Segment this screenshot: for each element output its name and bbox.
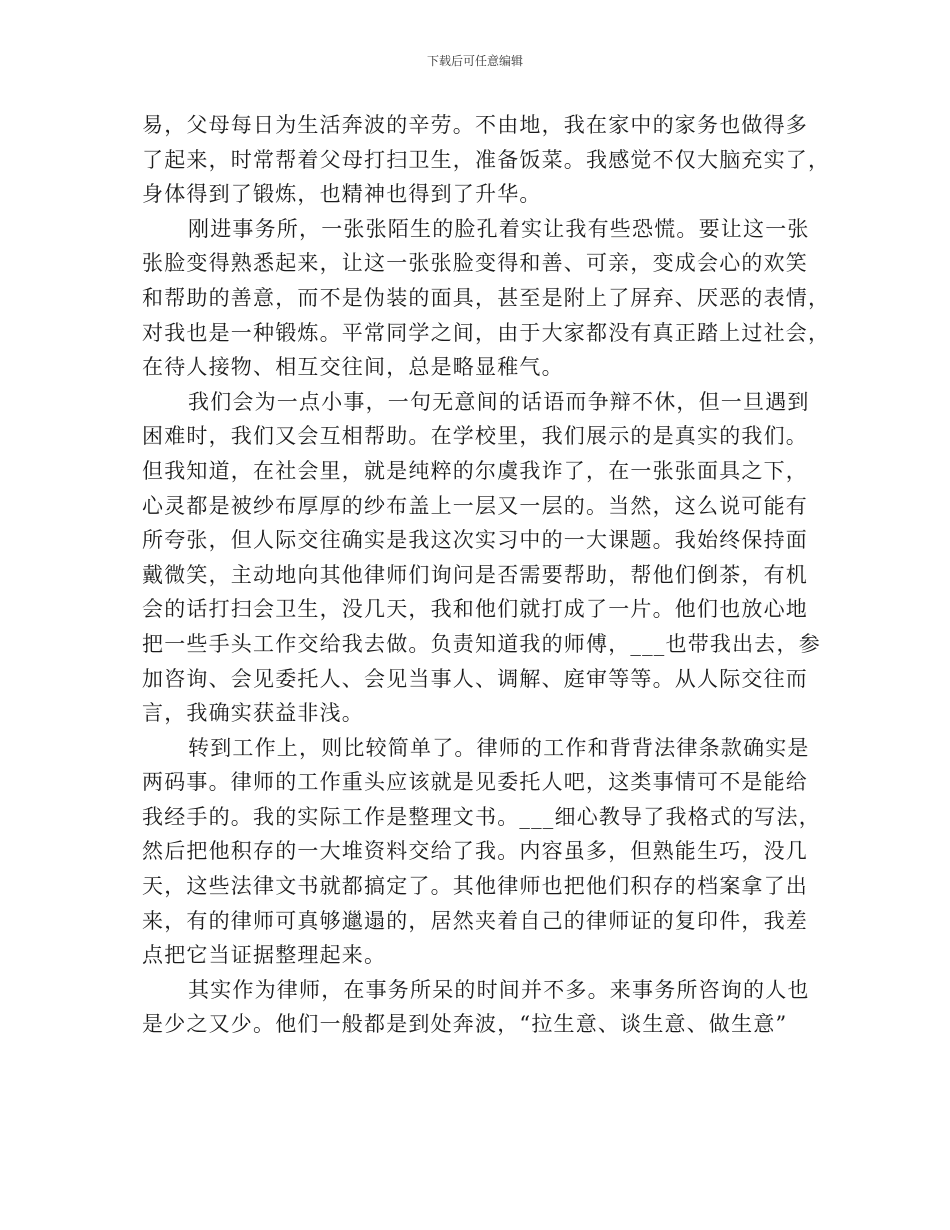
text-line: 所夸张，但人际交往确实是我这次实习中的一大课题。我始终保持面 — [142, 528, 808, 553]
text-line: 和帮助的善意，而不是伪装的面具，甚至是附上了屏弃、厌恶的表情， — [142, 285, 831, 310]
text-line: 转到工作上，则比较简单了。律师的工作和背背法律条款确实是 — [188, 735, 810, 760]
text-line: 刚进事务所，一张张陌生的脸孔着实让我有些恐慌。要让这一张 — [188, 216, 810, 241]
text-line: 加咨询、会见委托人、会见当事人、调解、庭审等等。从人际交往而 — [142, 666, 808, 691]
paragraph — [142, 731, 821, 973]
text-line: 言，我确实获益非浅。 — [142, 701, 364, 726]
text-line: 了起来，时常帮着父母打扫卫生，准备饭菜。我感觉不仅大脑充实了， — [142, 147, 831, 172]
text-line: 天，这些法律文书就都搞定了。其他律师也把他们积存的档案拿了出 — [142, 874, 808, 899]
text-line: 把一些手头工作交给我去做。负责知道我的师傅，___也带我出去，参 — [142, 631, 821, 656]
text-line: 然后把他积存的一大堆资料交给了我。内容虽多，但熟能生巧，没几 — [142, 839, 808, 864]
text-line: 来，有的律师可真够邋遢的，居然夹着自己的律师证的复印件，我差 — [142, 908, 808, 933]
text-line: 张脸变得熟悉起来，让这一张张脸变得和善、可亲，变成会心的欢笑 — [142, 251, 808, 276]
paragraph — [142, 108, 831, 212]
text-line: 易，父母每日为生活奔波的辛劳。不由地，我在家中的家务也做得多 — [142, 113, 808, 137]
page-header: 下载后可任意编辑 — [426, 54, 523, 68]
text-line: 但我知道，在社会里，就是纯粹的尔虞我诈了，在一张张面具之下， — [142, 458, 808, 483]
text-line: 点把它当证据整理起来。 — [142, 943, 387, 968]
text-line: 在待人接物、相互交往间，总是略显稚气。 — [142, 355, 564, 380]
text-line: 戴微笑，主动地向其他律师们询问是否需要帮助，帮他们倒茶，有机 — [142, 562, 808, 587]
paragraph — [142, 385, 821, 731]
text-line: 其实作为律师，在事务所呆的时间并不多。来事务所咨询的人也 — [188, 977, 810, 1002]
text-line: 是少之又少。他们一般都是到处奔波，“拉生意、谈生意、做生意” — [142, 1012, 788, 1037]
text-line: 两码事。律师的工作重头应该就是见委托人吧，这类事情可不是能给 — [142, 770, 808, 795]
text-line: 心灵都是被纱布厚厚的纱布盖上一层又一层的。当然，这么说可能有 — [142, 493, 808, 518]
paragraph — [142, 212, 831, 385]
text-line: 身体得到了锻炼，也精神也得到了升华。 — [142, 182, 542, 207]
text-line: 我经手的。我的实际工作是整理文书。___细心教导了我格式的写法， — [142, 804, 821, 829]
text-line: 会的话打扫会卫生，没几天，我和他们就打成了一片。他们也放心地 — [142, 597, 808, 622]
text-line: 我们会为一点小事，一句无意间的话语而争辩不休，但一旦遇到 — [188, 389, 810, 414]
text-line: 困难时，我们又会互相帮助。在学校里，我们展示的是真实的我们。 — [142, 424, 808, 449]
text-line: 对我也是一种锻炼。平常同学之间，由于大家都没有真正踏上过社会， — [142, 320, 831, 345]
paragraph — [142, 973, 810, 1042]
document-body — [142, 108, 831, 1042]
